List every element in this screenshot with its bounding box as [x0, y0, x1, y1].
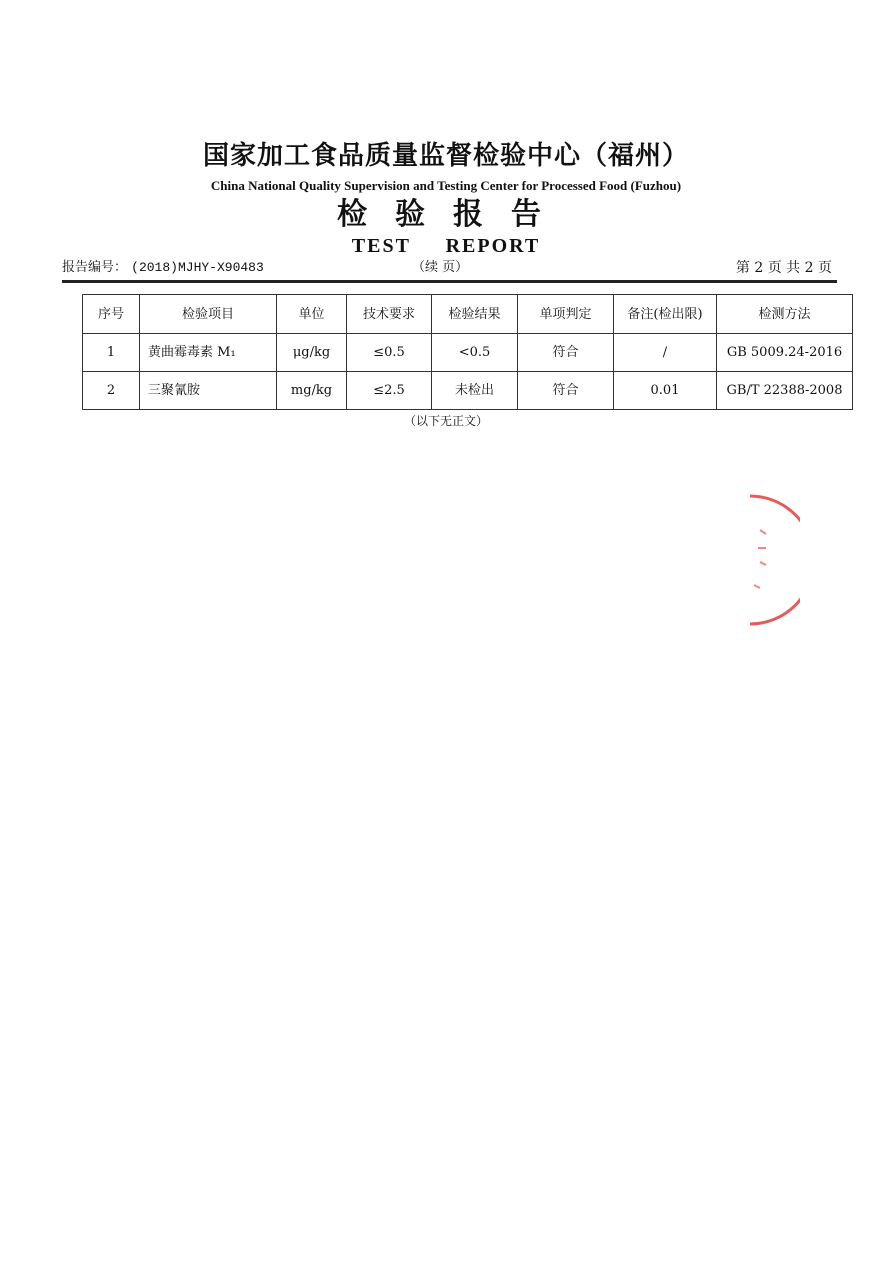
cell-unit: μg/kg [277, 334, 347, 372]
continued-label: （续 页） [412, 260, 469, 275]
header-cell: 单位 [277, 295, 347, 334]
cell-result: <0.5 [432, 334, 518, 372]
cell-judgement: 符合 [518, 372, 614, 410]
report-number [62, 259, 264, 277]
cell-remark: 0.01 [614, 372, 717, 410]
page-info: 第 2 页 共 2 页 [735, 260, 832, 276]
cell-no: 2 [83, 372, 140, 410]
table-row [83, 334, 853, 372]
header-cell: 检验结果 [432, 295, 518, 334]
cell-no: 1 [83, 334, 140, 372]
end-of-text-note: （以下无正文） [403, 414, 488, 428]
table-header-row [83, 295, 853, 334]
report-title-cn: 检验报告 [337, 197, 569, 232]
report-number-label: 报告编号： [62, 260, 128, 275]
cell-requirement: ≤0.5 [347, 334, 432, 372]
header-cell: 检测方法 [717, 295, 853, 334]
cell-item: 三聚氰胺 [140, 372, 277, 410]
header-cell: 技术要求 [347, 295, 432, 334]
cell-item: 黄曲霉毒素 M₁ [140, 334, 277, 372]
cell-requirement: ≤2.5 [347, 372, 432, 410]
header-cell: 单项判定 [518, 295, 614, 334]
cell-method: GB/T 22388-2008 [717, 372, 853, 410]
report-title-en: TEST REPORT [351, 235, 541, 257]
cell-unit: mg/kg [277, 372, 347, 410]
cell-remark: / [614, 334, 717, 372]
header-cell: 备注(检出限) [614, 295, 717, 334]
cell-judgement: 符合 [518, 334, 614, 372]
org-title-en: China National Quality Supervision and Testing Center for Processed Food (Fuzhou) [210, 178, 682, 193]
partial-seal-stamp [730, 490, 800, 630]
org-title-cn: 国家加工食品质量监督检验中心（福州） [202, 141, 689, 171]
cell-result: 未检出 [432, 372, 518, 410]
header-divider [62, 280, 837, 283]
header-cell: 序号 [83, 295, 140, 334]
table-row [83, 372, 853, 410]
cell-method: GB 5009.24-2016 [717, 334, 853, 372]
report-number-value: (2018)MJHY-X90483 [131, 260, 264, 275]
header-cell: 检验项目 [140, 295, 277, 334]
results-table [82, 294, 853, 410]
